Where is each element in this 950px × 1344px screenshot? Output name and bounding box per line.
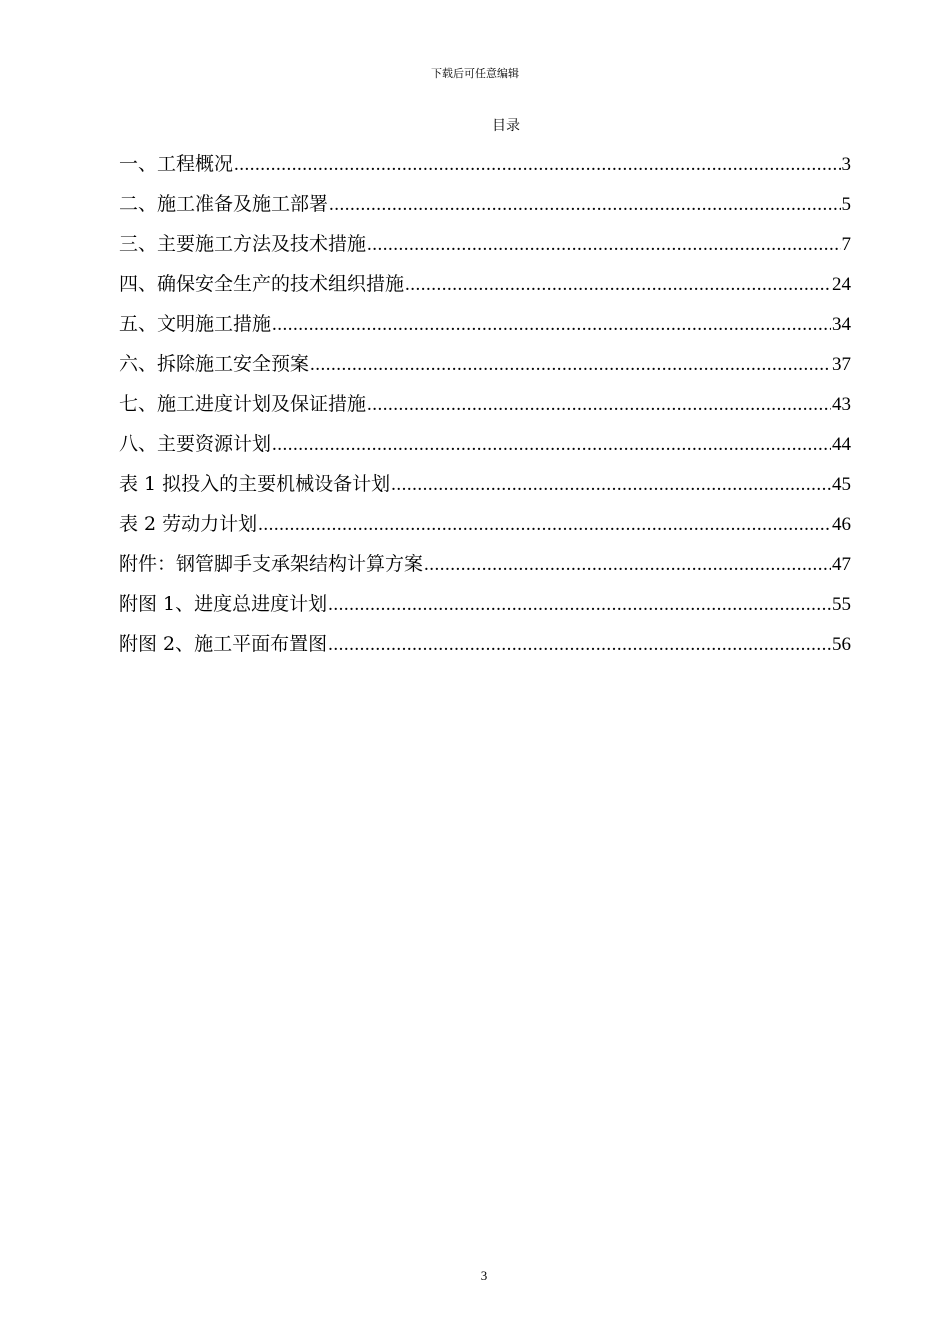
toc-dot-leader bbox=[424, 551, 831, 579]
toc-entry-page: 5 bbox=[841, 194, 851, 215]
toc-entry-page: 46 bbox=[832, 514, 851, 535]
table-of-contents bbox=[119, 150, 851, 670]
toc-dot-leader bbox=[328, 631, 831, 659]
toc-dot-leader bbox=[391, 471, 831, 499]
toc-entry-5[interactable] bbox=[119, 310, 851, 350]
toc-entry-4[interactable] bbox=[119, 270, 851, 310]
toc-dot-leader bbox=[367, 391, 831, 419]
toc-dot-leader bbox=[329, 191, 840, 219]
toc-entry-10[interactable] bbox=[119, 510, 851, 550]
toc-entry-label: 一、工程概况 bbox=[119, 153, 234, 175]
toc-entry-label: 表 1 拟投入的主要机械设备计划 bbox=[119, 473, 391, 495]
toc-dot-leader bbox=[272, 431, 831, 459]
toc-entry-1[interactable] bbox=[119, 150, 851, 190]
toc-entry-8[interactable] bbox=[119, 430, 851, 470]
toc-entry-page: 45 bbox=[832, 474, 851, 495]
toc-entry-label: 三、主要施工方法及技术措施 bbox=[119, 233, 367, 255]
toc-dot-leader bbox=[328, 591, 831, 619]
toc-entry-label: 五、文明施工措施 bbox=[119, 313, 272, 335]
toc-entry-label: 附件：钢管脚手支承架结构计算方案 bbox=[119, 553, 424, 575]
toc-entry-label: 八、主要资源计划 bbox=[119, 433, 272, 455]
toc-title: 目录 bbox=[492, 118, 520, 134]
toc-dot-leader bbox=[272, 311, 831, 339]
toc-entry-page: 34 bbox=[832, 314, 851, 335]
toc-entry-11[interactable] bbox=[119, 550, 851, 590]
toc-dot-leader bbox=[367, 231, 840, 259]
toc-entry-label: 六、拆除施工安全预案 bbox=[119, 353, 310, 375]
toc-entry-page: 3 bbox=[841, 154, 851, 175]
toc-entry-label: 四、确保安全生产的技术组织措施 bbox=[119, 273, 405, 295]
toc-entry-page: 24 bbox=[832, 274, 851, 295]
toc-entry-page: 56 bbox=[832, 634, 851, 655]
page-number: 3 bbox=[480, 1268, 488, 1283]
toc-entry-page: 43 bbox=[832, 394, 851, 415]
toc-entry-page: 44 bbox=[832, 434, 851, 455]
toc-dot-leader bbox=[258, 511, 831, 539]
toc-entry-page: 7 bbox=[841, 234, 851, 255]
toc-entry-page: 47 bbox=[832, 554, 851, 575]
toc-entry-label: 附图 1、进度总进度计划 bbox=[119, 593, 328, 615]
toc-entry-6[interactable] bbox=[119, 350, 851, 390]
toc-entry-2[interactable] bbox=[119, 190, 851, 230]
toc-entry-13[interactable] bbox=[119, 630, 851, 670]
toc-entry-7[interactable] bbox=[119, 390, 851, 430]
toc-entry-3[interactable] bbox=[119, 230, 851, 270]
toc-entry-page: 37 bbox=[832, 354, 851, 375]
toc-dot-leader bbox=[310, 351, 831, 379]
toc-entry-page: 55 bbox=[832, 594, 851, 615]
toc-entry-label: 附图 2、施工平面布置图 bbox=[119, 633, 328, 655]
toc-entry-9[interactable] bbox=[119, 470, 851, 510]
toc-entry-label: 二、施工准备及施工部署 bbox=[119, 193, 329, 215]
toc-entry-12[interactable] bbox=[119, 590, 851, 630]
toc-entry-label: 七、施工进度计划及保证措施 bbox=[119, 393, 367, 415]
toc-entry-label: 表 2 劳动力计划 bbox=[119, 513, 258, 535]
toc-dot-leader bbox=[405, 271, 831, 299]
toc-dot-leader bbox=[234, 151, 840, 179]
header-note: 下载后可任意编辑 bbox=[431, 67, 519, 80]
